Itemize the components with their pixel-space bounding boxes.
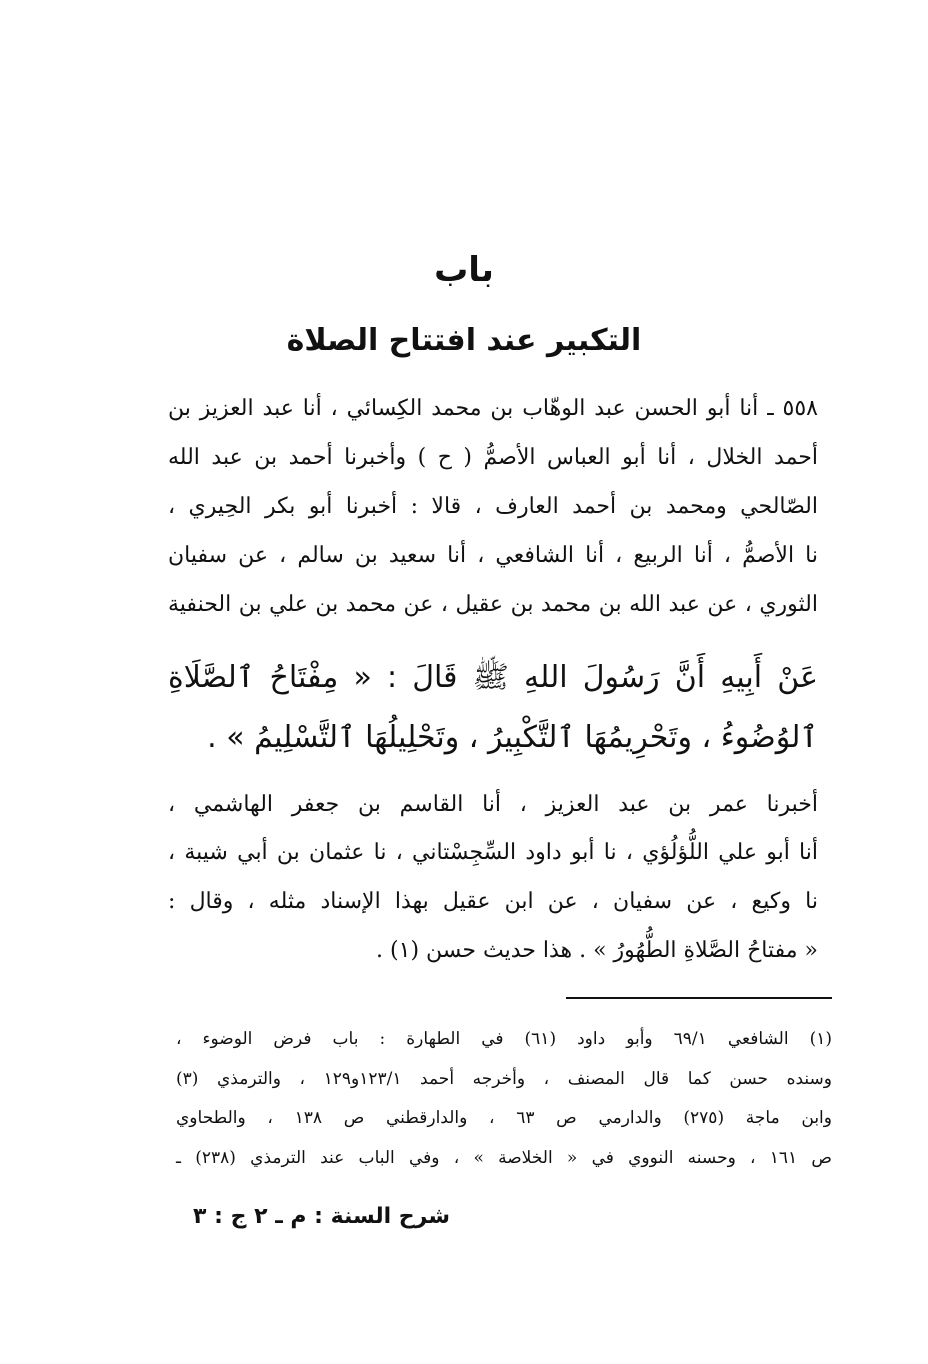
hadith-text-line: ٱلوُضُوءُ ، وتَحْرِيمُهَا ٱلتَّكْبِيرُ ، وتَحْلِيلُهَا ٱلتَّسْلِيمُ » .: [207, 720, 818, 755]
signature-mark: شرح السنة : م ـ ٢ ج : ٣: [193, 1204, 450, 1229]
second-chain-line: أخبرنا عمر بن عبد العزيز ، أنا القاسم بن جعفر الهاشمي ،: [168, 792, 818, 817]
chain-line: الثوري ، عن عبد الله بن محمد بن عقيل ، عن محمد بن علي بن الحنفية: [168, 592, 818, 617]
footnote-line: وابن ماجة (٢٧٥) والدارمي ص ٦٣ ، والدارقطني ص ١٣٨ ، والطحاوي: [176, 1108, 832, 1128]
footnote-line: (١) الشافعي ٦٩/١ وأبو داود (٦١) في الطهارة : باب فرض الوضوء ،: [176, 1029, 833, 1049]
second-chain-line: « مفتاحُ الصَّلاةِ الطُّهُورُ » . هذا حديث حسن (١) .: [376, 938, 818, 963]
chain-line: أحمد الخلال ، أنا أبو العباس الأصمُّ ( ح ) وأخبرنا أحمد بن عبد الله: [168, 445, 818, 470]
chain-line: ٥٥٨ ـ أنا أبو الحسن عبد الوهّاب بن محمد الكِسائي ، أنا عبد العزيز بن: [168, 396, 818, 421]
footnote-line: ص ١٦١ ، وحسنه النووي في « الخلاصة » ، وفي الباب عند الترمذي (٢٣٨) ـ: [176, 1148, 832, 1168]
second-chain-line: نا وكيع ، عن سفيان ، عن ابن عقيل بهذا الإسناد مثله ، وقال :: [168, 889, 818, 914]
hadith-text-line: عَنْ أَبِيهِ أَنَّ رَسُولَ اللهِ ﷺ قَالَ : « مِفْتَاحُ ٱلصَّلَاةِ: [168, 660, 818, 695]
second-chain-line: أنا أبو علي اللُّؤلُؤي ، نا أبو داود السِّجِسْتاني ، نا عثمان بن أبي شيبة ،: [168, 840, 818, 865]
chapter-heading: باب: [434, 250, 494, 290]
chain-line: نا الأصمُّ ، أنا الربيع ، أنا الشافعي ، أنا سعيد بن سالم ، عن سفيان: [168, 543, 818, 568]
footnote-line: وسنده حسن كما قال المصنف ، وأخرجه أحمد ١٢٣/١و١٢٩ ، والترمذي (٣): [176, 1069, 832, 1089]
chapter-title: التكبير عند افتتاح الصلاة: [286, 323, 642, 358]
chain-line: الصّالحي ومحمد بن أحمد العارف ، قالا : أخبرنا أبو بكر الحِيري ،: [168, 494, 818, 519]
footnote-divider: [566, 997, 832, 999]
